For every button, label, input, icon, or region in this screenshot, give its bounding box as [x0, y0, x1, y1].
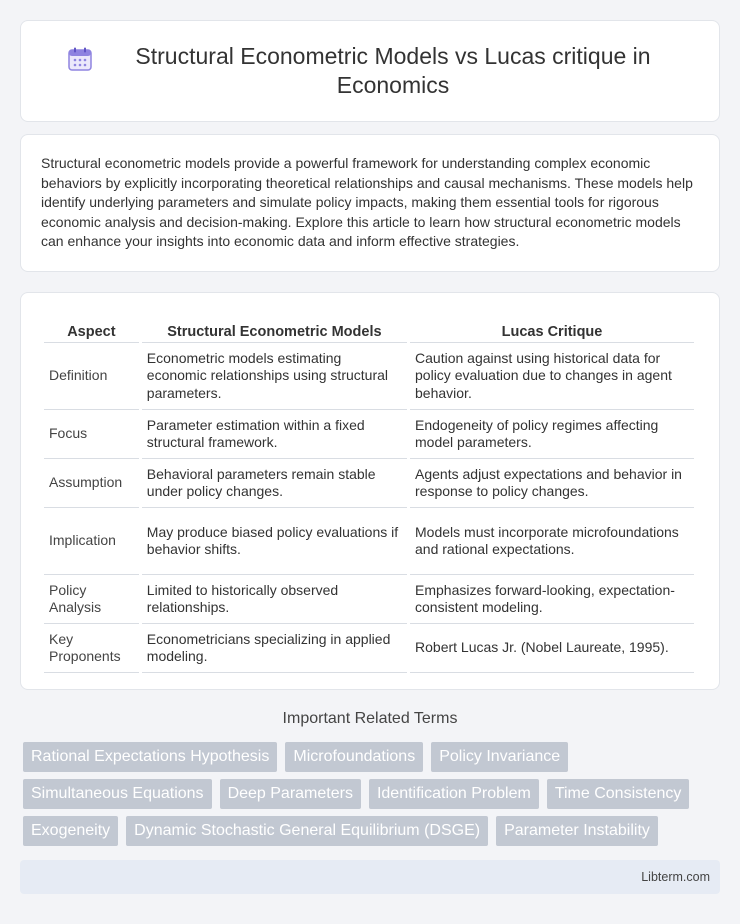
row-structural: Econometricians specializing in applied modeling. — [142, 624, 407, 673]
row-aspect: Assumption — [44, 459, 139, 508]
table-row — [44, 343, 694, 410]
term-tag[interactable]: Deep Parameters — [220, 779, 361, 809]
related-terms-list — [23, 742, 723, 846]
header-lucas-critique: Lucas Critique — [410, 313, 694, 343]
header-aspect: Aspect — [44, 313, 139, 343]
table-row — [44, 508, 694, 575]
row-aspect: Definition — [44, 343, 139, 410]
row-aspect: Policy Analysis — [44, 575, 139, 624]
table-row — [44, 624, 694, 673]
table-row — [44, 410, 694, 459]
term-tag[interactable]: Time Consistency — [547, 779, 690, 809]
table-header-row — [44, 313, 694, 343]
row-lucas: Models must incorporate microfoundations and rational expectations. — [410, 508, 694, 575]
row-lucas: Emphasizes forward-looking, expectation-consistent modeling. — [410, 575, 694, 624]
row-aspect: Implication — [44, 508, 139, 575]
row-structural: Parameter estimation within a fixed structural framework. — [142, 410, 407, 459]
page-title: Structural Econometric Models vs Lucas critique in Economics — [135, 43, 651, 98]
term-tag[interactable]: Exogeneity — [23, 816, 118, 846]
term-tag[interactable]: Simultaneous Equations — [23, 779, 212, 809]
header-structural-models: Structural Econometric Models — [142, 313, 407, 343]
term-tag[interactable]: Identification Problem — [369, 779, 539, 809]
row-aspect: Key Proponents — [44, 624, 139, 673]
term-tag[interactable]: Dynamic Stochastic General Equilibrium (DSGE) — [126, 816, 488, 846]
term-tag[interactable]: Microfoundations — [285, 742, 423, 772]
row-lucas: Endogeneity of policy regimes affecting model parameters. — [410, 410, 694, 459]
row-lucas: Agents adjust expectations and behavior in response to policy changes. — [410, 459, 694, 508]
row-structural: May produce biased policy evaluations if behavior shifts. — [142, 508, 407, 575]
comparison-table-card — [20, 292, 720, 690]
table-row — [44, 459, 694, 508]
row-lucas: Caution against using historical data for policy evaluation due to changes in agent behavior. — [410, 343, 694, 410]
row-aspect: Focus — [44, 410, 139, 459]
term-tag[interactable]: Policy Invariance — [431, 742, 568, 772]
term-tag[interactable]: Parameter Instability — [496, 816, 658, 846]
row-lucas: Robert Lucas Jr. (Nobel Laureate, 1995). — [410, 624, 694, 673]
related-terms-title: Important Related Terms — [282, 710, 458, 727]
intro-card — [20, 134, 720, 272]
table-row — [44, 575, 694, 624]
row-structural: Behavioral parameters remain stable under policy changes. — [142, 459, 407, 508]
footer — [20, 860, 720, 894]
row-structural: Limited to historically observed relationships. — [142, 575, 407, 624]
title-card — [20, 20, 720, 122]
term-tag[interactable]: Rational Expectations Hypothesis — [23, 742, 277, 772]
footer-site-link[interactable]: Libterm.com — [641, 870, 710, 884]
calendar-icon — [67, 46, 93, 72]
comparison-table — [41, 313, 697, 673]
intro-paragraph: Structural econometric models provide a powerful framework for understanding complex economic behaviors by explicitly incorporating theoretical relationships and causal mechanisms. These models help identify underlying parameters and simulate policy impacts, making them essential tools for rigorous economic analysis and decision-making. Explore this article to learn how structural econometric models can enhance your insights into economic data and inform effective strategies. — [41, 155, 693, 249]
row-structural: Econometric models estimating economic relationships using structural parameters. — [142, 343, 407, 410]
